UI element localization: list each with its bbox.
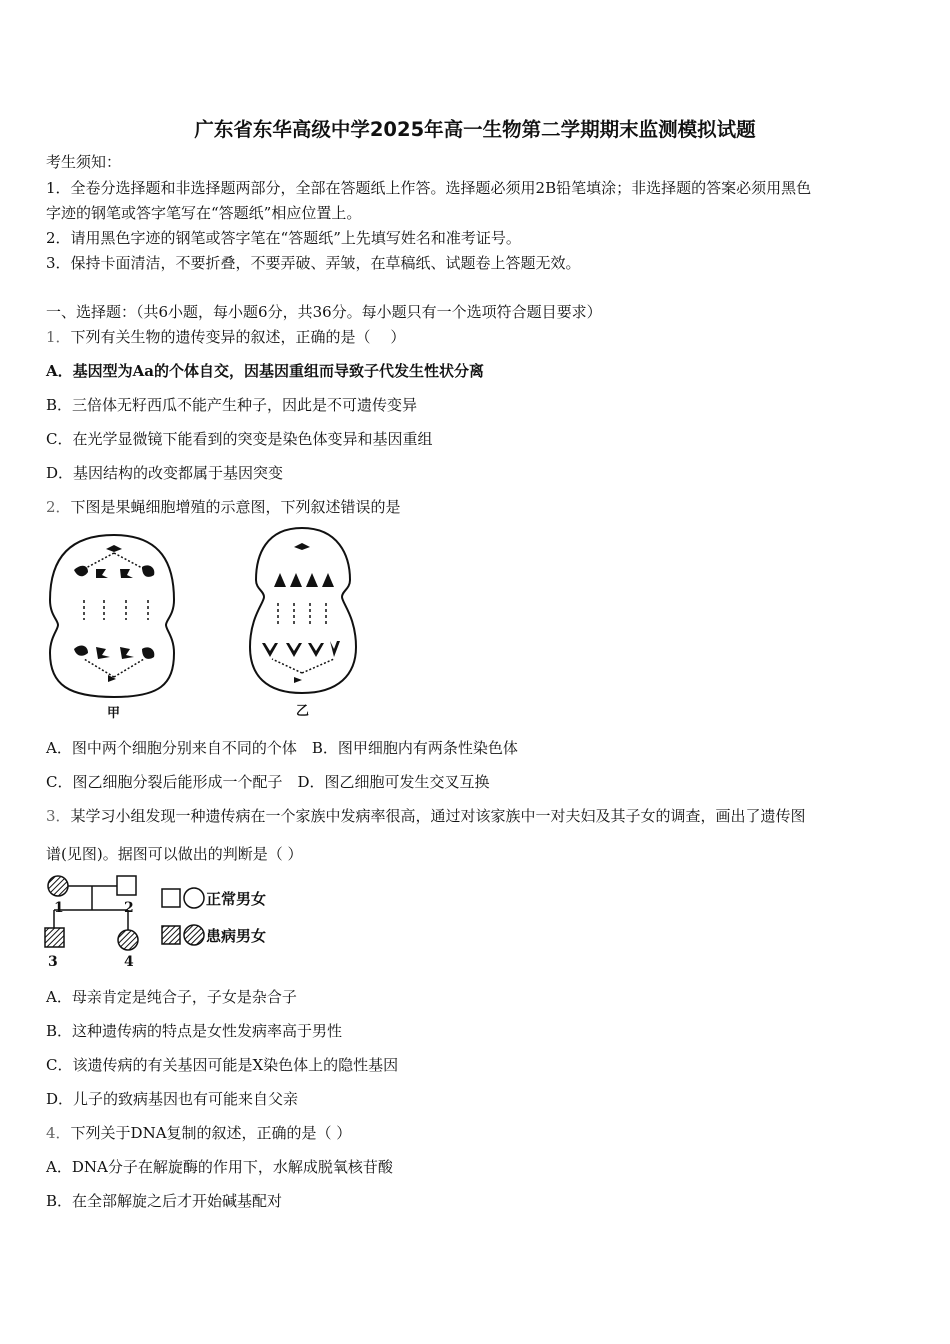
individual-4-affected-female	[118, 930, 138, 950]
notice-item-2: 2．请用黑色字迹的钢笔或答字笔在“答题纸”上先填写姓名和准考证号。	[46, 229, 521, 247]
q3-option-c: C．该遗传病的有关基因可能是X染色体上的隐性基因	[46, 1056, 399, 1074]
q1-option-a: A．基因型为Aa的个体自交，因基因重组而导致子代发生性状分离	[46, 362, 484, 380]
legend-normal-female-icon	[184, 888, 204, 908]
notice-item-1: 1．全卷分选择题和非选择题两部分，全部在答题纸上作答。选择题必须用2B铅笔填涂；非选择题的答案必须用黑色	[46, 179, 812, 197]
label-1: 1	[54, 900, 64, 916]
cell-division-figure	[44, 525, 364, 725]
label-4: 4	[124, 954, 134, 970]
pedigree-chart	[42, 872, 292, 972]
q2-options-cd: C．图乙细胞分裂后能形成一个配子 D．图乙细胞可发生交叉互换	[46, 773, 490, 791]
spindle-jia	[84, 553, 148, 677]
cell-yi	[250, 528, 356, 693]
individual-1-affected-female	[48, 876, 68, 896]
question-number: 4．	[46, 1124, 71, 1142]
question-1-stem	[46, 327, 405, 347]
label-3: 3	[48, 954, 58, 970]
notice-item-3: 3．保持卡面清洁，不要折叠，不要弄破、弄皱，在草稿纸、试题卷上答题无效。	[46, 254, 581, 272]
question-text: 下列有关生物的遗传变异的叙述，正确的是（ ）	[70, 328, 406, 346]
question-3-stem-cont: 谱(见图)。据图可以做出的判断是（ ）	[46, 845, 303, 863]
legend-affected-female-icon	[184, 925, 204, 945]
label-jia: 甲	[107, 706, 121, 721]
question-2-stem	[46, 497, 401, 517]
label-yi: 乙	[296, 704, 310, 719]
label-2: 2	[124, 900, 134, 916]
notice-heading: 考生须知：	[46, 153, 122, 171]
question-text: 下列关于DNA复制的叙述，正确的是（ ）	[70, 1124, 352, 1142]
q1-option-b: B．三倍体无籽西瓜不能产生种子，因此是不可遗传变异	[46, 396, 418, 414]
legend-normal-male-icon	[162, 889, 180, 907]
question-4-stem	[46, 1123, 351, 1143]
legend-affected-label: 患病男女	[206, 927, 267, 945]
individual-3-affected-male	[45, 928, 64, 947]
question-text: 下图是果蝇细胞增殖的示意图，下列叙述错误的是	[70, 498, 401, 516]
q1-option-d: D．基因结构的改变都属于基因突变	[46, 464, 284, 482]
legend-affected-male-icon	[162, 926, 180, 944]
notice-item-1-cont: 字迹的钢笔或答字笔写在“答题纸”相应位置上。	[46, 204, 362, 222]
legend-normal-label: 正常男女	[206, 890, 267, 908]
question-3-stem	[46, 806, 806, 826]
question-text: 某学习小组发现一种遗传病在一个家族中发病率很高，通过对该家族中一对夫妇及其子女的调查，画出了遗传图	[70, 807, 806, 825]
q4-option-a: A．DNA分子在解旋酶的作用下，水解成脱氧核苷酸	[46, 1158, 393, 1176]
section-heading: 一、选择题：（共6小题，每小题6分，共36分。每小题只有一个选项符合题目要求）	[46, 303, 602, 321]
page-title: 广东省东华高级中学2025年高一生物第二学期期末监测模拟试题	[194, 118, 756, 141]
question-number: 2．	[46, 498, 71, 516]
chromosomes-jia	[74, 545, 154, 682]
q3-option-d: D．儿子的致病基因也有可能来自父亲	[46, 1090, 299, 1108]
q3-option-a: A．母亲肯定是纯合子，子女是杂合子	[46, 988, 297, 1006]
question-number: 3．	[46, 807, 71, 825]
cell-jia	[50, 535, 174, 697]
q3-option-b: B．这种遗传病的特点是女性发病率高于男性	[46, 1022, 343, 1040]
q2-options-ab: A．图中两个细胞分别来自不同的个体 B．图甲细胞内有两条性染色体	[46, 739, 518, 757]
question-number: 1．	[46, 328, 71, 346]
individual-2-normal-male	[117, 876, 136, 895]
q4-option-b: B．在全部解旋之后才开始碱基配对	[46, 1192, 283, 1210]
q1-option-c: C．在光学显微镜下能看到的突变是染色体变异和基因重组	[46, 430, 433, 448]
spindle-yi	[272, 603, 334, 673]
